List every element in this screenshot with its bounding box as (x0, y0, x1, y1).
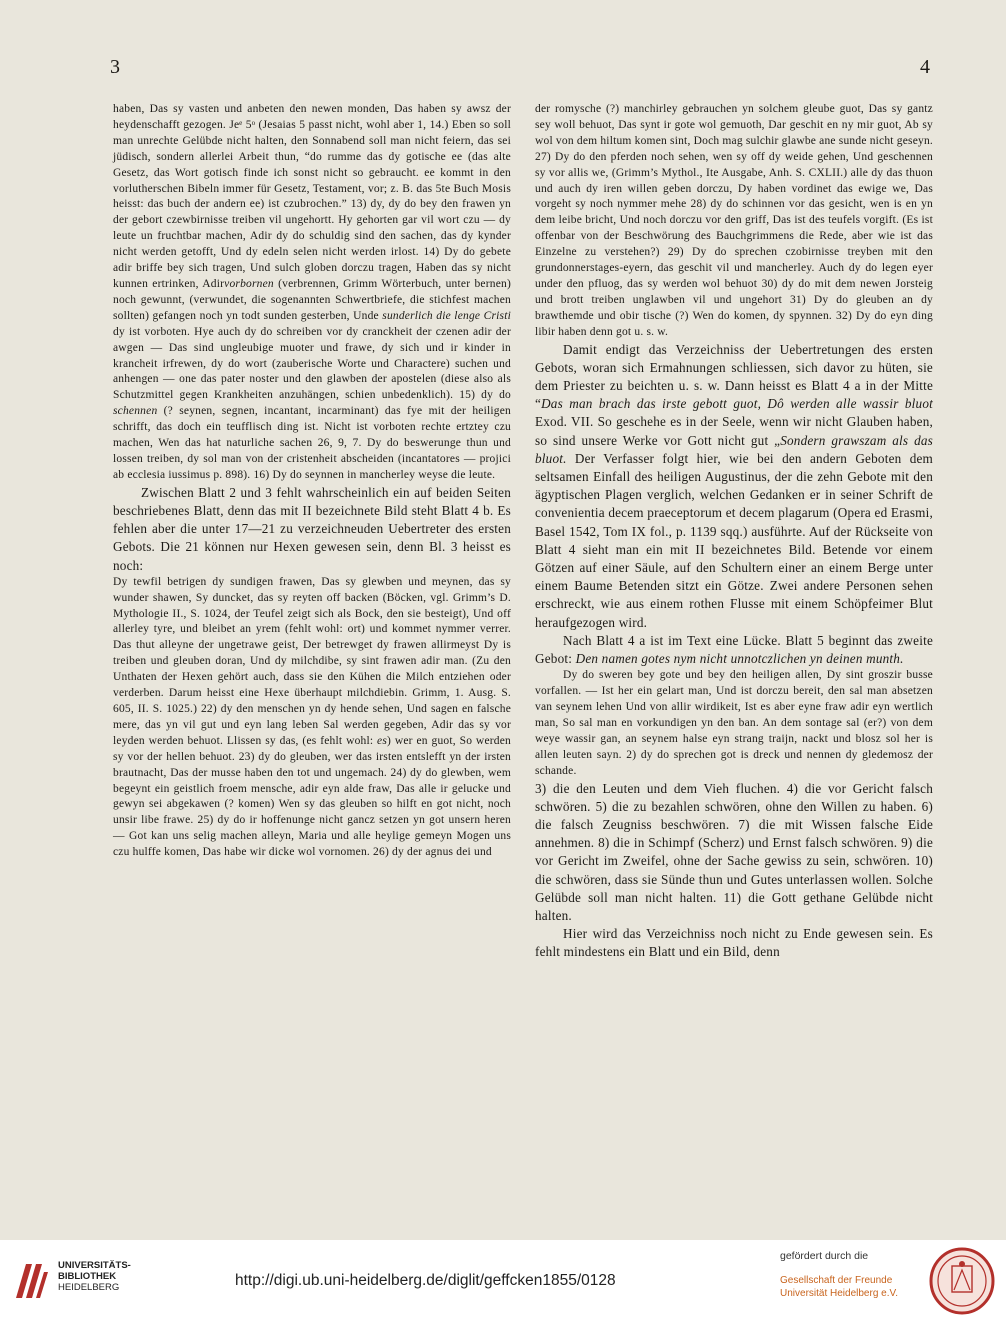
library-logo-icon (12, 1258, 52, 1302)
right-paragraph-1: der romysche (?) manchirley gebrauchen yn solchem gleube guot, Das sy gantz sey woll behuot, Das synt ir gote wol gemuoth, Dar geschit en ny mir guot, Ab sy wol von dem hiltum komen sint, Doch mag sulchir glawbe ane sunde nicht geseyn. 27) Dy do den pferden noch sehen, wen sy off dy weide gehen, Und geschennen sy vor allis we, (Grimm’s Mythol., Ite Ausgabe, Anh. S. CXLII.) alle dy das thuon und auch dy iren willen geben dorczu, Dy haben vordinet das ewige we, Das vorgeht sy noch nymmer mehe 28) dy do schinnen vor das gesicht, wen is en yn dem leibe bricht, Und noch dorczu vor den griff, Das ist des teufels vorgift. (Es ist offenbar von der Beschwörung des Bauchgrimmens die Rede, aber wie ist das Einzelne zu verstehen?) 29) Dy do sprechen czobirnisse treyben mit den grundonnerstages-eyern, das geschit vil und mancherley. Auch dy do legen eyer under den pfluog, das sy werden wol behuot 30) dy do mit dem newen Jorsteig und brott treiben unglawben vil und ungehort 31) Dy do gleuben an dy brawthemde und obir tische (?) Wen do komen, dy spynnen. 32) Dy do eyn ding libir haben denn got u. s. w. (535, 103, 933, 338)
italic-run: sunderlich die lenge Cristi (382, 309, 512, 322)
page-number-left: 3 (110, 56, 120, 78)
italic-run: Das man brach das irste gebott guot, Dô werden alle wassir bluot (541, 396, 933, 412)
text-run: haben, Das sy vasten und anbeten den newen monden, Das haben sy awsz der heydenschafft gezogen. Jeᵉ 5ᵒ (Jesaias 5 passt nicht, wohl aber 1, 14.) Eben so soll man unrechte Gelübde nicht halten, den Sonnabend soll man nicht feiern, das sei jüdisch, sondern allerlei Arbeit thun, “do rumme das dy gotische ee (das alte Gesetz, das Wort gotisch finde ich sonst nicht so gebraucht. ee kommt in den vorlutherschen Bibeln immer für Gesetz, Testament, vor; z. B. das 5te Buch Mosis heisst: das buch der andern ee) ist czubrochen.” 13) dy, dy do bey den frawen yn der gebort czewbirnisse treiben vil ungehortt. Hy gehorten gar vil wort czu — dy leute un fruchtbar machen, Adir dy do schuldig sind den sachen, das dy kynder nicht werden getofft, Und dy edeln selen nicht werden irlost. 14) Dy do gebete adir briffe bey sich tragen, Und sulch globen dorczu tragen, Haben das sy nicht kunnen ertrinken, Adir (113, 103, 511, 290)
right-paragraph-4: Dy do sweren bey gote und bey den heiligen allen, Dy sint groszir busse vorfallen. — Ist her ein gelart man, Und ist dorczu bereit, den sal man absetzen van seynem lehen Und von allir wirdikeit, Ist es aber eyne fraw adir eyn wertlich man, So sal man en vorkundigen yn den ban. An dem sontage sal (er?) von dem weye wassir gan, an seynem halse eyn strang traijn, nackt und blosz sol her is allen leuten sayn. 2) dy do sprechen got is dreck und nennen dy gledemosz der schande. (535, 669, 933, 777)
left-column (113, 102, 511, 861)
right-paragraph-5: 3) die den Leuten und dem Vieh fluchen. 4) die vor Gericht falsch schwören. 5) die zu bezahlen schwören, ohne den Willen zu haben. 6) die falsch Zeugniss beschwören. 7) die mit Wissen falsche Eide annehmen. 8) die in Schimpf (Scherz) und Ernst falsch schwören. 9) die vor Gericht im Zweifel, ohne der Sache gewiss zu sein, schwören. 10) die schwören, dass sie Sünde thun und Gutes unterlassen wollen. Solche Gelübde soll man nicht halten. 11) die Gott gethane Gelübde nicht halten. (535, 780, 933, 924)
right-paragraph-3 (535, 632, 933, 668)
italic-run: vorbornen (224, 277, 274, 290)
text-run: Damit endigt das Verzeichniss der Uebertretungen des ersten Gebots, woran sich Ermahnungen schliessen, sich davor zu hüten, sie dem Priester zu beichten u. s. w. Dann heisst es Blatt 4 a in der Mitte “ (535, 341, 933, 412)
text-run: (? seynen, segnen, incantant, incarminant) das fye mit der heiligen schrifft, das doch ein teufflisch ding ist. Nicht ist vorboten rechte ertztey czu machen, Wen das hat naturliche sachen 26, 9, 7. Dy do beswerunge thun und lossen treiben, dy sol man von der cristenheit abscheiden (incantatores — projici ab ecclesia iussimus p. 898). 16) Dy do seynnen in mancherley weyse die leute. (113, 405, 511, 481)
library-line: BIBLIOTHEK (58, 1271, 117, 1282)
right-paragraph-6: Hier wird das Verzeichniss noch nicht zu Ende gewesen sein. Es fehlt mindestens ein Blatt und ein Bild, denn (535, 926, 933, 960)
digital-url-link[interactable]: http://digi.ub.uni-heidelberg.de/diglit/geffcken1855/0128 (235, 1272, 616, 1289)
text-run: Dy tewfil betrigen dy sundigen frawen, Das sy glewben und meynen, das sy wunder shawen, Sy duncket, das sy reyten off backen (Böcken, vgl. Grimm’s D. Mythologie II., S. 1024, der Teufel zeigt sich als Bock, den sie besteigt), Und off allerley tyre, und bleibet an yrem (fehlt wohl: ort) und kommet nymmer verrer. Das thut alleyne der ungetrawe geist, Der betrewget dy frawen allirmeyst Dy is treiben und gleuben doran, Und dy milchdibe, sy sint frawen adir man. (Zu den Unthaten der Hexen gehört auch, dass sie den Kühen die Milch entziehen oder verderben. Darum heisst eine Hexe überhaupt milchdiebin. Grimm, 1. Ausg. S. 605, II. S. 1025.) 22) dy den menschen yn dy hende sehen, Und sagen en falsche mere, das yn vil gut und eyn lang leben Sal werden gegeben, Adir das sy vor leyden werden behuot. Llissen sy das, (es fehlt wohl: (113, 575, 511, 747)
page-number-right: 4 (920, 56, 930, 78)
text-run: Exod. VII. So geschehe es in der Seele, wenn wir nicht Glauben haben, so sind unsere Werke vor Gott nicht gut „ (535, 414, 933, 448)
right-paragraph-2 (535, 341, 933, 632)
footer-bar (0, 1240, 1006, 1322)
text-run: ) wer en guot, So werden sy vor der hellen behuot. 23) dy do gleuben, wer das irsten entslefft yn der irsten brautnacht, Das der musse haben den tot und ungemach. 24) dy do glewben, wem begeynt ein geistlich froem mensche, adir eyn alde fraw, Das alle ir gelucke und gewyn sei abgekawen (? komen) Wen sy das gleuben so hilft en got nicht, noch unsir libe frawe. 25) dy do ir hoffenunge nicht gancz setzen yn got unsern heren — Got kan uns selig machen alleyn, Maria und alle heylige gemeyn Mogen uns czu hulffe komen, Das habe wir dicke wol vornomen. 26) dy der agnus dei und (113, 734, 511, 859)
library-line: HEIDELBERG (58, 1282, 120, 1293)
society-line: Gesellschaft der Freunde (780, 1275, 893, 1286)
sponsor-label: gefördert durch die (780, 1250, 869, 1262)
text-run: dy ist vorboten. Hye auch dy do schreiben vor dy cranckheit der czenen adir der awgen — Das sind ungleubige muoter und frawe, dy sich und ir kinder in krancheit irfrewen, dy do wort (zauberische Worte und Charactere) suchen und anhengen — one das pater noster und den glawben der apostelen (diese also als Schutzmittel gegen Krankheiten anzuhängen, schien unbedenklich). 15) dy do (113, 325, 511, 402)
library-name (58, 1260, 131, 1293)
society-name (780, 1274, 898, 1300)
italic-run: Sondern grawszam als das bluot. (535, 432, 933, 466)
italic-run: es (377, 734, 388, 747)
text-run: (verbrennen, Grimm Wörterbuch, unter bernen) noch gewunnt, (verwundet, die sogenannten Schwertbriefe, die stichfest machen sollten) gefangen noch yn todt sunden gesterben, Unde (113, 277, 511, 322)
university-seal-icon (928, 1246, 996, 1316)
society-line: Universität Heidelberg e.V. (780, 1288, 899, 1299)
text-run: Nach Blatt 4 a ist im Text eine Lücke. Blatt 5 beginnt das zweite Gebot: (535, 632, 933, 667)
right-column (535, 102, 933, 962)
left-paragraph-3 (113, 575, 511, 861)
library-line: UNIVERSITÄTS- (58, 1260, 131, 1271)
left-paragraph-1 (113, 102, 511, 484)
italic-run: Den namen gotes nym nicht unnotczlichen yn deinen munth. (575, 651, 904, 667)
text-run: Der Verfasser folgt hier, wie bei den andern Geboten dem seltsamen Einfall des heiligen Augustinus, der die zehn Gebote mit den ägyptischen Plagen verglich, welchen Gedanken er in seiner Schrift de convenientia decem praeceptorum et decem plagarum (Opera ed Erasmi, Basel 1542, Tom IX fol., p. 1139 sqq.) ausführte. Auf der Rückseite von Blatt 4 sieht man ein mit II bezeichnetes Bild. Betende vor einem Götzen auf einer Säule, auf den Schultern einer an einem Berge unter einem Baume Betenden sitzt ein Götze. Zwei andere Personen sehen erschreckt, wie aus einem rothen Flusse mit einem Schöpfeimer Blut heraufgezogen wird. (535, 450, 933, 630)
italic-run: schennen (113, 405, 158, 418)
left-paragraph-2: Zwischen Blatt 2 und 3 fehlt wahrscheinlich ein auf beiden Seiten beschriebenes Blatt, denn das mit II bezeichnete Bild steht Blatt 4 b. Es fehlen aber die unter 17—21 zu verzeichneuden Uebertreter des ersten Gebots. Die 21 können nur Hexen gewesen sein, denn Bl. 3 heisst es noch: (113, 484, 511, 573)
